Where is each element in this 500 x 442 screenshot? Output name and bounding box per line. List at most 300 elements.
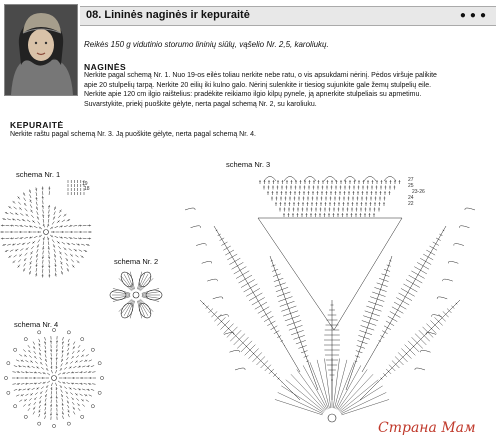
schema-3-label: schema Nr. 3: [226, 160, 271, 169]
schema-4-stitch: [40, 357, 42, 360]
schema-4-stitch: [56, 391, 57, 394]
schema-2-stitch: [112, 296, 130, 299]
schema-1-stitch: [18, 202, 21, 205]
schema-4-stitch: [51, 361, 52, 364]
schema-4-stitch: [45, 411, 46, 414]
schema-1-stitch: [58, 215, 60, 218]
schema-4-stitch: [41, 367, 44, 369]
schema-4-stitch: [71, 356, 73, 359]
text-line: Nerkite pagal schemą Nr. 1. Nuo 19-os eilės toliau nerkite nebe ratu, o vis apsukdami nėrinį. Pėdos viršuje palikite: [84, 72, 437, 79]
schema-4-stitch: [25, 383, 28, 384]
schema-1-stitch: [18, 196, 20, 199]
schema-1-stitch: [24, 237, 28, 238]
schema-1-stitch: [27, 220, 30, 222]
schema-1-stitch: [17, 243, 20, 245]
schema-3-arc: [185, 208, 195, 210]
schema-4-stitch: [21, 372, 24, 373]
row-number: 19: [82, 181, 88, 187]
schema-4-stitch: [32, 366, 35, 368]
schema-4-stitch: [73, 388, 76, 390]
schema-4-center: [52, 376, 57, 381]
row-number: 18: [84, 186, 90, 192]
schema-4-stitch: [40, 391, 42, 394]
schema-4-stitch: [72, 402, 74, 405]
schema-4-stitch: [67, 405, 69, 408]
schema-3-arc: [284, 177, 296, 182]
schema-3-ray: [281, 386, 323, 413]
schema-1-stitch: [69, 238, 73, 239]
schema-4-stitch: [46, 363, 48, 366]
schema-3-ray: [341, 392, 386, 413]
schema-4-stitch: [73, 342, 75, 345]
schema-3-center: [328, 414, 336, 422]
schema-1-stitch: [66, 263, 68, 266]
row-number: 27: [408, 177, 414, 183]
schema-1-stitch: [43, 241, 44, 245]
schema-4-stitch: [28, 345, 30, 348]
schema-1-stitch: [24, 198, 26, 201]
schema-1-stitch: [10, 238, 14, 239]
schema-1-stitch: [54, 211, 56, 214]
schema-1-stitch: [73, 238, 77, 239]
schema-1-stitch: [19, 254, 22, 257]
schema-3-ray: [342, 399, 390, 414]
schema-4-stitch: [80, 360, 83, 362]
schema-4-stitch: [41, 387, 44, 389]
schema-4-stitch: [67, 372, 70, 373]
schema-1-stitch: [37, 211, 39, 214]
schema-1-stitch: [32, 241, 35, 243]
schema-4-stitch: [51, 391, 52, 394]
schema-1-bar: [36, 265, 38, 266]
schema-4-stitch: [19, 354, 22, 356]
schema-3-arc: [448, 261, 458, 263]
schema-4-stitch: [70, 392, 73, 394]
schema-1-stitch: [64, 248, 67, 251]
schema-1-stitch: [25, 253, 28, 256]
schema-1-stitch: [10, 212, 13, 214]
schema-4-stitch: [25, 372, 28, 373]
schema-2-stitch: [142, 288, 159, 293]
schema-1-stitch: [78, 225, 82, 226]
schema-1-stitch: [48, 219, 49, 223]
schema-4-stitch: [76, 398, 79, 400]
schema-4-stitch: [12, 372, 15, 373]
schema-3-arc: [443, 279, 453, 281]
schema-1-stitch: [7, 219, 11, 220]
schema-4-stitch: [34, 397, 36, 400]
schema-1-stitch: [49, 210, 50, 214]
schema-4-stitch: [75, 372, 78, 373]
schema-4-picot: [91, 405, 94, 408]
schema-4-picot: [38, 422, 41, 425]
schema-4-stitch: [62, 398, 63, 401]
schema-1-stitch: [13, 260, 16, 263]
schema-4-stitch: [63, 416, 64, 419]
schema-1-stitch: [7, 244, 11, 245]
schema-1-stitch: [36, 202, 37, 206]
text-line: Suvarstykite, priekį puoškite gėlyte, nerta pagal schemą Nr. 2, su karoliuku.: [84, 100, 317, 108]
schema-4-stitch: [62, 346, 63, 349]
schema-1-stitch: [79, 250, 82, 252]
schema-4-stitch: [62, 341, 63, 344]
watermark: Страна Мам: [378, 420, 476, 436]
schema-4-stitch: [66, 357, 68, 360]
schema-4-stitch: [25, 360, 28, 362]
schema-3-ray: [291, 374, 325, 410]
schema-4-stitch: [77, 403, 79, 406]
schema-1-stitch: [77, 260, 80, 263]
schema-4-stitch: [16, 360, 19, 361]
schema-4-stitch: [47, 381, 50, 383]
schema-1-stitch: [31, 215, 33, 218]
schema-1-stitch: [52, 240, 54, 243]
schema-4-stitch: [45, 346, 46, 349]
schema-1-stitch: [43, 219, 44, 223]
schema-4-stitch: [45, 398, 46, 401]
schema-2-stitch: [113, 297, 130, 302]
schema-1-stitch: [81, 244, 85, 245]
schema-1-stitch: [43, 246, 44, 250]
schema-2-stitch: [119, 299, 132, 311]
schema-4-stitch: [91, 389, 94, 390]
schema-1-stitch: [55, 273, 56, 277]
schema-4-bar: [73, 383, 74, 385]
schema-4-picot: [67, 331, 70, 334]
schema-4-stitch: [51, 383, 52, 386]
schema-1-stitch: [70, 254, 73, 257]
schema-4-stitch: [66, 396, 68, 399]
schema-4-stitch: [92, 372, 95, 373]
schema-1-stitch: [18, 259, 21, 262]
schema-4-stitch: [16, 395, 19, 396]
schema-1-stitch: [10, 225, 14, 226]
schema-4-stitch: [56, 383, 57, 386]
schema-1-stitch: [71, 259, 74, 262]
schema-4-stitch: [82, 404, 84, 406]
schema-4-stitch: [79, 383, 82, 384]
schema-2-stitch: [119, 278, 132, 290]
schema-2-center: [133, 292, 139, 298]
schema-1-stitch: [83, 225, 87, 226]
schema-1-stitch: [43, 214, 44, 218]
schema-4-stitch: [12, 384, 15, 385]
schema-3-arc: [264, 177, 276, 182]
schema-1-stitch: [43, 251, 44, 255]
schema-1-stitch: [20, 238, 24, 239]
schema-1-stitch: [15, 238, 19, 239]
schema-4-stitch: [64, 367, 67, 369]
schema-3-ray: [310, 362, 328, 408]
schema-3-arc: [364, 177, 376, 182]
schema-4-stitch: [66, 362, 68, 365]
schema-4-stitch: [63, 337, 64, 340]
schema-4-stitch: [56, 387, 57, 390]
schema-1-bar: [4, 218, 5, 220]
schema-3-arc: [420, 350, 430, 352]
schema-1-stitch: [30, 204, 32, 207]
schema-2-stitch: [121, 276, 132, 290]
schema-3-ray: [339, 374, 373, 410]
schema-4-stitch: [23, 366, 26, 367]
schema-4-stitch: [45, 337, 46, 340]
schema-4-stitch: [35, 392, 38, 394]
schema-1-stitch: [83, 238, 87, 239]
schema-3-ray: [297, 369, 326, 409]
schema-4-stitch: [78, 345, 80, 348]
schema-2-stitch: [121, 300, 132, 314]
schema-4-picot: [7, 362, 10, 365]
schema-1-stitch: [62, 220, 65, 222]
schema-1-stitch: [20, 225, 24, 226]
schema-4-stitch: [40, 396, 42, 399]
schema-1-stitch: [87, 225, 91, 226]
schema-4-stitch: [75, 383, 78, 384]
schema-1-stitch: [10, 250, 13, 252]
schema-1-stitch: [20, 213, 23, 215]
schema-3-arc: [213, 297, 223, 299]
schema-1-stitch: [55, 268, 56, 272]
schema-2-stitch: [142, 297, 159, 302]
schema-1-stitch: [36, 273, 37, 277]
schema-1-stitch: [58, 246, 60, 249]
schema-1-stitch: [65, 253, 68, 256]
schema-4-stitch: [39, 348, 41, 351]
row-number: 24: [408, 195, 414, 201]
schema-3-arc: [202, 261, 212, 263]
schema-2-stitch: [140, 278, 153, 290]
schema-4-stitch: [28, 408, 30, 411]
schema-4-stitch: [51, 366, 52, 369]
schema-1-stitch: [14, 255, 17, 257]
schema-3-spine: [362, 226, 446, 372]
schema-3-arc: [229, 350, 239, 352]
schema-4-stitch: [17, 384, 20, 385]
schema-4-stitch: [56, 361, 57, 364]
schema-4-stitch: [79, 372, 82, 373]
schema-4-picot: [14, 348, 17, 351]
schema-3-ray: [275, 399, 323, 414]
schema-4-stitch: [76, 355, 79, 357]
schema-4-stitch: [45, 407, 46, 410]
schema-4-stitch: [14, 389, 17, 390]
schema-4-stitch: [45, 354, 46, 357]
schema-1-stitch: [30, 194, 32, 197]
row-number: 25: [408, 183, 414, 189]
schema-4-stitch: [29, 398, 32, 400]
schema-1-stitch: [52, 222, 54, 225]
schema-2-stitch: [142, 292, 160, 295]
schema-1-stitch: [26, 214, 29, 217]
schema-4-stitch: [89, 395, 92, 396]
schema-4-stitch: [28, 403, 30, 406]
schema-4-stitch: [73, 411, 75, 414]
schema-4-stitch: [29, 355, 32, 357]
schema-3-arc: [454, 244, 464, 246]
schema-4-stitch: [80, 394, 83, 396]
schema-4-stitch: [30, 372, 33, 373]
schema-4-stitch: [78, 408, 80, 411]
schema-4-stitch: [91, 366, 94, 367]
schema-4-bar: [73, 372, 74, 374]
schema-1-stitch: [73, 225, 77, 226]
schema-1-stitch: [78, 238, 82, 239]
schema-4-stitch: [86, 354, 89, 356]
schema-1-stitch: [14, 207, 17, 209]
schema-1-stitch: [24, 263, 26, 266]
schema-1-stitch: [57, 220, 60, 222]
circle-icon: ●: [459, 10, 470, 21]
schema-3-arc: [415, 368, 425, 370]
schema-4-stitch: [46, 390, 48, 393]
schema-4-stitch: [77, 350, 79, 353]
schema-3-ray: [336, 362, 354, 408]
schema-4-stitch: [23, 349, 25, 351]
schema-4-stitch: [39, 414, 40, 417]
schema-1-stitch: [64, 214, 67, 217]
schema-1-stitch: [20, 248, 23, 250]
schema-4-picot: [98, 362, 101, 365]
schema-1-stitch: [37, 249, 39, 252]
schema-2-stitch: [112, 292, 130, 295]
schema-1-stitch: [17, 219, 20, 221]
schema-3-spine: [360, 300, 460, 400]
schema-4-stitch: [64, 387, 67, 389]
schema-1-stitch: [55, 226, 58, 228]
schema-3-spine: [346, 256, 392, 390]
schema-4-label: schema Nr. 4: [14, 320, 59, 329]
schema-4-stitch: [34, 372, 37, 373]
schema-4-stitch: [17, 372, 20, 373]
schema-4-stitch: [39, 339, 40, 342]
schema-4-stitch: [38, 372, 41, 373]
schema-4-picot: [52, 328, 55, 331]
schema-1-stitch: [36, 197, 37, 201]
schema-4-stitch: [34, 402, 36, 405]
schema-1-stitch: [48, 214, 49, 218]
schema-4-stitch: [68, 339, 69, 342]
schema-4-picot: [100, 376, 103, 379]
schema-4-picot: [98, 391, 101, 394]
schema-4-picot: [7, 391, 10, 394]
schema-1-stitch: [49, 251, 50, 255]
schema-2-stitch: [140, 276, 151, 290]
schema-3-ray: [338, 369, 367, 409]
schema-1-stitch: [34, 236, 37, 238]
schema-1-stitch: [43, 210, 44, 214]
schema-4-stitch: [28, 350, 30, 353]
schema-4-stitch: [68, 414, 69, 417]
schema-1-stitch: [18, 265, 20, 268]
schema-4-stitch: [58, 381, 61, 383]
schema-3-ray: [286, 380, 325, 412]
schema-4-stitch: [89, 360, 92, 361]
schema-1-stitch: [57, 241, 60, 243]
schema-4-stitch: [84, 372, 87, 373]
schema-1-stitch: [38, 240, 40, 243]
schema-4-stitch: [45, 416, 46, 419]
schema-4-stitch: [39, 405, 41, 408]
schema-4-stitch: [21, 384, 24, 385]
schema-4-stitch: [61, 390, 63, 393]
schema-1-bar: [36, 198, 38, 199]
schema-4-stitch: [51, 387, 52, 390]
schema-1-center: [44, 230, 49, 235]
schema-1-stitch: [64, 237, 68, 238]
schema-3-arc: [191, 226, 201, 228]
schema-4-stitch: [45, 341, 46, 344]
schema-3-arc: [207, 279, 217, 281]
schema-4-stitch: [82, 366, 85, 367]
schema-1-stitch: [34, 226, 37, 228]
schema-4-stitch: [82, 389, 85, 390]
schema-4-picot: [4, 376, 7, 379]
schema-1-stitch: [26, 248, 29, 251]
schema-4-stitch: [56, 366, 57, 369]
schema-4-stitch: [58, 373, 61, 375]
schema-2-stitch: [140, 299, 153, 311]
schema-4-stitch: [71, 383, 74, 384]
schema-2-stitch: [142, 296, 160, 299]
schema-4-stitch: [71, 372, 74, 373]
schema-1-stitch: [72, 265, 74, 268]
schema-4-stitch: [51, 370, 52, 373]
schema-4-stitch: [88, 384, 91, 385]
schema-4-stitch: [19, 400, 22, 402]
schema-1-stitch: [48, 246, 49, 250]
schema-1-stitch: [36, 192, 37, 196]
kepuraite-heading: KEPURAITĖ: [10, 120, 64, 130]
schema-4-bar: [35, 372, 36, 374]
schema-4-picot: [14, 405, 17, 408]
schema-4-stitch: [86, 400, 89, 402]
schema-1-stitch: [24, 226, 28, 227]
schema-1-stitch: [31, 246, 33, 249]
schema-1-stitch: [69, 248, 72, 250]
nagines-heading: NAGINĖS: [84, 62, 127, 72]
schema-4-stitch: [34, 351, 36, 354]
schema-4-picot: [24, 338, 27, 341]
schema-4-picot: [81, 415, 84, 418]
schema-4-stitch: [14, 366, 17, 367]
schema-3-ray: [340, 386, 382, 413]
schema-1-stitch: [19, 207, 22, 210]
schema-4-stitch: [38, 383, 41, 384]
schema-3-arc: [465, 208, 475, 210]
schema-4-stitch: [88, 372, 91, 373]
schema-1-stitch: [54, 249, 56, 252]
schema-1-stitch: [36, 259, 37, 263]
schema-1-stitch: [64, 226, 68, 227]
schema-3-ray: [337, 365, 361, 409]
schema-4-stitch: [66, 391, 68, 394]
schema-1-stitch: [6, 225, 10, 226]
schema-4-stitch: [62, 354, 63, 357]
schema-4-bar: [35, 383, 36, 385]
schema-1-stitch: [38, 222, 40, 225]
schema-4-stitch: [67, 383, 70, 384]
schema-1-bar: [4, 244, 5, 246]
schema-1-stitch: [69, 225, 73, 226]
row-number: 22: [408, 201, 414, 207]
schema-4-stitch: [23, 389, 26, 390]
schema-1-stitch: [62, 242, 65, 244]
schema-4-stitch: [34, 383, 37, 384]
schema-4-stitch: [56, 370, 57, 373]
schema-4-stitch: [32, 388, 35, 390]
schema-4-stitch: [92, 384, 95, 385]
schema-4-stitch: [72, 351, 74, 354]
